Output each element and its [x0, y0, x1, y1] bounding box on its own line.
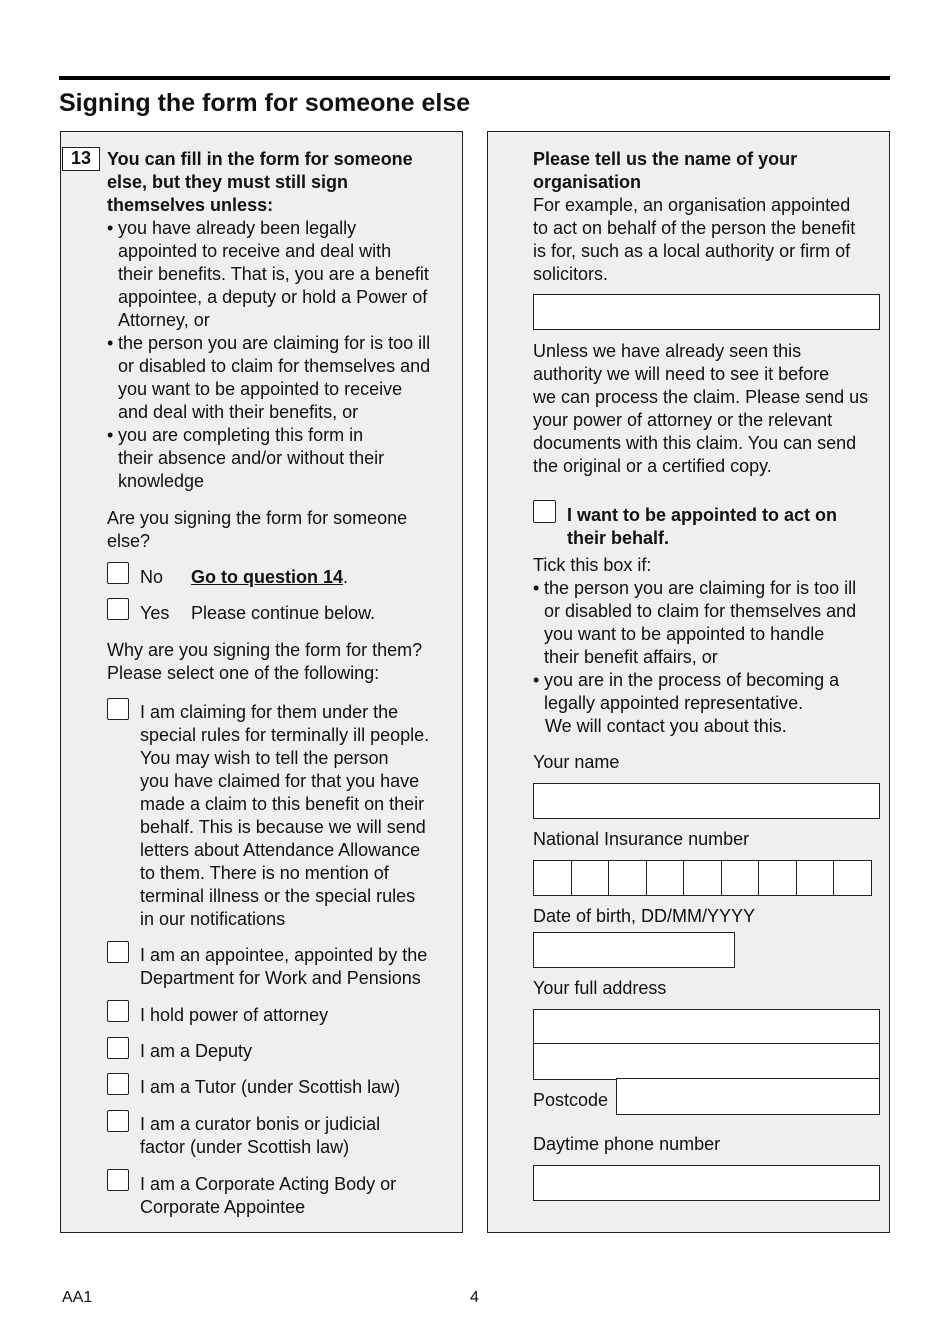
- list-item: • you are in the process of becoming a legally appointed representative.: [533, 669, 839, 715]
- your-name-input[interactable]: [533, 783, 880, 819]
- tick-if: Tick this box if:: [533, 555, 652, 575]
- appoint-label: I want to be appointed to act on their behalf.: [567, 505, 837, 548]
- organisation-name-input[interactable]: [533, 294, 880, 330]
- option-checkbox-curator-bonis[interactable]: [107, 1110, 129, 1132]
- form-code: AA1: [62, 1289, 93, 1306]
- organisation-heading: Please tell us the name of your organisation: [533, 149, 798, 192]
- yes-checkbox[interactable]: [107, 598, 129, 620]
- option-label: I hold power of attorney: [140, 1005, 329, 1025]
- ni-char-box[interactable]: [608, 860, 647, 896]
- organisation-help: For example, an organisation appointed to act on behalf of the person the benefit is for, such as a local authority or firm of solicitors.: [533, 195, 856, 284]
- list-item: • you are completing this form in their absence and/or without their knowledge: [107, 424, 384, 493]
- page-number: 4: [470, 1289, 479, 1306]
- phone-label: Daytime phone number: [533, 1134, 721, 1154]
- option-checkbox-deputy[interactable]: [107, 1037, 129, 1059]
- ni-char-box[interactable]: [571, 860, 610, 896]
- option-label: I am a Corporate Acting Body or Corporate Appointee: [140, 1174, 397, 1217]
- appoint-checkbox[interactable]: [533, 500, 556, 523]
- postcode-input[interactable]: [616, 1078, 880, 1115]
- signing-question: Are you signing the form for someone else?: [107, 508, 408, 551]
- option-checkbox-appointee[interactable]: [107, 941, 129, 963]
- option-checkbox-corporate[interactable]: [107, 1169, 129, 1191]
- option-checkbox-terminally-ill[interactable]: [107, 698, 129, 720]
- dob-label: Date of birth, DD/MM/YYYY: [533, 906, 756, 926]
- ni-char-box[interactable]: [758, 860, 797, 896]
- address-line-2-input[interactable]: [533, 1043, 880, 1080]
- list-item: • the person you are claiming for is too ill or disabled to claim for themselves and you want to be appointed to handle their benefit affairs, or: [533, 577, 856, 669]
- ni-char-box[interactable]: [796, 860, 835, 896]
- go-to-question-14: [191, 566, 348, 589]
- go-to-question-14-link[interactable]: Go to question 14: [191, 567, 344, 587]
- option-label: I am a Tutor (under Scottish law): [140, 1077, 401, 1097]
- contact-note: We will contact you about this.: [545, 716, 787, 736]
- top-rule: [59, 76, 890, 80]
- option-checkbox-power-of-attorney[interactable]: [107, 1000, 129, 1022]
- no-checkbox[interactable]: [107, 562, 129, 584]
- yes-instruction: Please continue below.: [191, 603, 376, 623]
- why-question: Why are you signing the form for them? Please select one of the following:: [107, 640, 423, 683]
- option-label: I am an appointee, appointed by the Department for Work and Pensions: [140, 945, 428, 988]
- phone-input[interactable]: [533, 1165, 880, 1201]
- your-name-label: Your name: [533, 752, 620, 772]
- ni-char-box[interactable]: [721, 860, 760, 896]
- list-item: • the person you are claiming for is too ill or disabled to claim for themselves and you want to be appointed to receive and deal with their benefits, or: [107, 332, 430, 424]
- list-item: • you have already been legally appointed to receive and deal with their benefits. That is, you are a benefit appointee, a deputy or hold a Power of Attorney, or: [107, 217, 429, 332]
- ni-char-box[interactable]: [683, 860, 722, 896]
- address-label: Your full address: [533, 978, 667, 998]
- option-checkbox-tutor[interactable]: [107, 1073, 129, 1095]
- question-heading: You can fill in the form for someone else, but they must still sign themselves unless:: [107, 149, 413, 215]
- ni-char-box[interactable]: [533, 860, 572, 896]
- postcode-label: Postcode: [533, 1090, 609, 1110]
- no-label: No: [140, 567, 164, 587]
- ni-char-box[interactable]: [833, 860, 872, 896]
- page-title: Signing the form for someone else: [59, 89, 471, 117]
- punctuation: .: [343, 567, 349, 587]
- dob-input[interactable]: [533, 932, 735, 968]
- yes-label: Yes: [140, 603, 170, 623]
- ni-number-boxes: [533, 860, 872, 896]
- authority-text: Unless we have already seen this authority we will need to see it before we can process the claim. Please send us your power of attorney or the relevant documents with this claim. You can send the original or a certified copy.: [533, 341, 869, 476]
- option-label: I am a curator bonis or judicial factor (under Scottish law): [140, 1114, 381, 1157]
- ni-char-box[interactable]: [646, 860, 685, 896]
- question-number: 13: [62, 147, 100, 171]
- ni-label: National Insurance number: [533, 829, 750, 849]
- option-label: I am a Deputy: [140, 1041, 253, 1061]
- address-line-1-input[interactable]: [533, 1009, 880, 1045]
- option-label: I am claiming for them under the special rules for terminally ill people. You may wish to tell the person you have claimed for that you have made a claim to this benefit on their behalf. This is because we will send letters about Attendance Allowance to them. There is no mention of terminal illness or the special rules in our notifications: [140, 702, 430, 929]
